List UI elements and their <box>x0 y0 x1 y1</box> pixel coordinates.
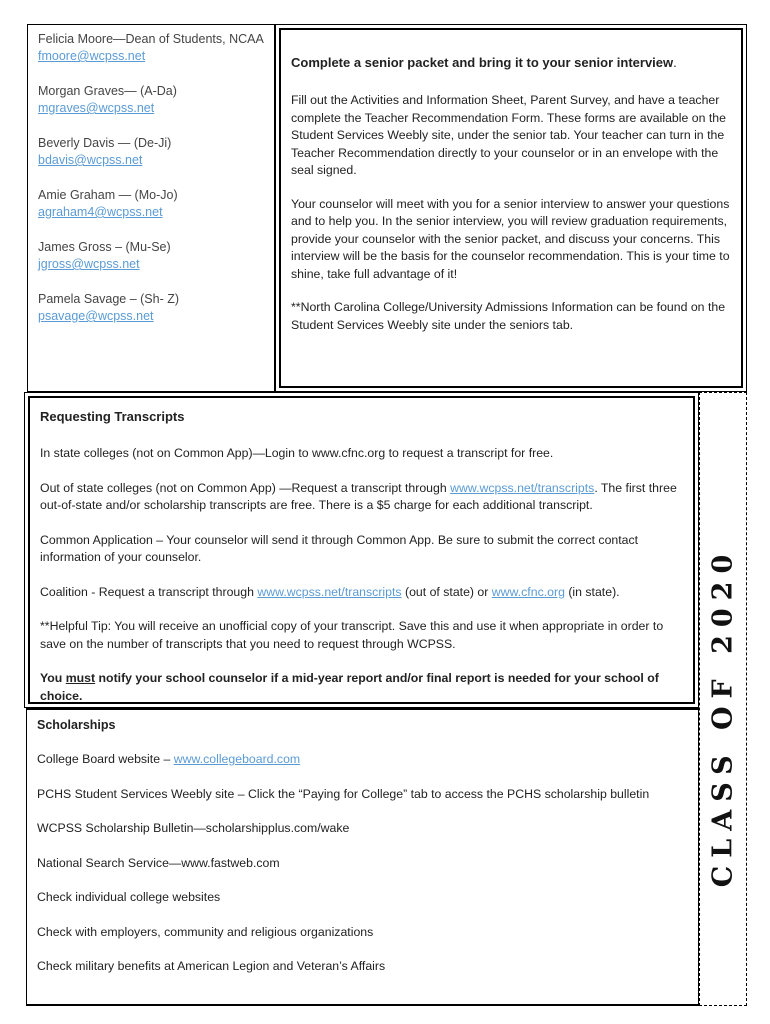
contact-name: Morgan Graves— (A-Da) <box>38 84 177 98</box>
coalition-transcripts-link[interactable]: www.wcpss.net/transcripts <box>257 584 402 599</box>
contact-entry <box>38 31 264 65</box>
coalition-text-mid: (out of state) or <box>401 584 492 599</box>
coalition-paragraph <box>40 584 683 602</box>
contact-email-link[interactable]: agraham4@wcpss.net <box>38 205 163 219</box>
contact-name: James Gross – (Mu-Se) <box>38 240 171 254</box>
senior-packet-heading-text: Complete a senior packet and bring it to your senior interview <box>291 55 674 70</box>
senior-packet-inner <box>279 28 743 388</box>
scholarship-item: PCHS Student Services Weebly site – Click the “Paying for College” tab to access the PCHS scholarship bulletin <box>37 786 650 801</box>
scholarship-item: Check individual college websites <box>37 890 221 904</box>
helpful-tip-paragraph: **Helpful Tip: You will receive an unofficial copy of your transcript. Save this and use it when appropriate in order to save on the number of transcripts that you need to request through WCPSS. <box>40 619 664 651</box>
transcripts-panel <box>24 392 699 708</box>
college-board-text: College Board website – <box>37 752 174 766</box>
collegeboard-link[interactable]: www.collegeboard.com <box>173 752 301 766</box>
scholarship-item: Check military benefits at American Legion and Veteran’s Affairs <box>37 959 386 973</box>
scholarships-heading: Scholarships <box>37 718 116 732</box>
transcripts-inner <box>28 396 695 704</box>
class-of-label: CLASS OF 2020 <box>707 547 739 888</box>
senior-packet-admissions-paragraph: **North Carolina College/University Admissions Information can be found on the Student Services Weebly site under the seniors tab. <box>291 300 726 332</box>
contact-email-link[interactable]: mgraves@wcpss.net <box>38 101 155 115</box>
contact-entry <box>38 239 264 273</box>
in-state-paragraph: In state colleges (not on Common App)—Login to www.cfnc.org to request a transcript for free. <box>40 446 554 460</box>
class-of-sidebar <box>699 392 747 1006</box>
contact-email-link[interactable]: psavage@wcpss.net <box>38 309 154 323</box>
counselor-contacts-panel <box>27 24 275 392</box>
contact-email-link[interactable]: jgross@wcpss.net <box>38 257 140 271</box>
scholarship-item: National Search Service—www.fastweb.com <box>37 855 280 870</box>
contact-name: Pamela Savage – (Sh- Z) <box>38 292 180 306</box>
senior-packet-heading <box>291 54 731 72</box>
notice-must: must <box>65 671 96 685</box>
scholarship-item: Check with employers, community and religious organizations <box>37 924 374 939</box>
contact-name: Felicia Moore—Dean of Students, NCAA <box>38 32 264 46</box>
senior-packet-panel <box>275 24 747 392</box>
contact-email-link[interactable]: bdavis@wcpss.net <box>38 153 143 167</box>
contact-entry <box>38 187 264 221</box>
contact-email-link[interactable]: fmoore@wcpss.net <box>38 49 146 63</box>
contact-name: Beverly Davis — (De-Ji) <box>38 136 172 150</box>
out-of-state-text: Out of state colleges (not on Common App) —Request a transcript through <box>40 480 451 495</box>
senior-packet-forms-paragraph: Fill out the Activities and Information Sheet, Parent Survey, and have a teacher complete the Teacher Recommendation Form. These forms are available on the Student Services Weebly site, under the senior tab. Your teacher can turn in the Teacher Recommendation directly to your counselor or in an envelope with the seal signed. <box>291 93 726 177</box>
transcripts-link[interactable]: www.wcpss.net/transcripts <box>450 480 595 495</box>
common-app-paragraph: Common Application – Your counselor will send it through Common App. Be sure to submit the correct contact information of your counselor. <box>40 532 639 564</box>
scholarships-panel <box>26 708 699 1006</box>
notice-text-end: notify your school counselor if a mid-year report and/or final report is needed for your school of choice. <box>40 671 659 703</box>
senior-packet-heading-period: . <box>673 55 677 70</box>
coalition-text: Coalition - Request a transcript through <box>40 584 258 599</box>
contact-entry <box>38 135 264 169</box>
contact-entry <box>38 291 264 325</box>
notice-text: You <box>40 671 66 685</box>
out-of-state-paragraph <box>40 480 683 515</box>
scholarship-item <box>37 751 688 768</box>
counselor-notice-paragraph <box>40 670 683 705</box>
scholarship-item: WCPSS Scholarship Bulletin—scholarshipplus.com/wake <box>37 821 350 835</box>
senior-packet-interview-paragraph: Your counselor will meet with you for a senior interview to answer your questions and to help you. In the senior interview, you will review graduation requirements, provide your counselor with the senior packet, and discuss your concerns. This interview will be the basis for the counselor recommendation. This is your time to shine, take full advantage of it! <box>291 196 730 281</box>
coalition-text-end: (in state). <box>564 584 620 599</box>
out-of-state-text-end: . The first three out-of-state and/or scholarship transcripts are free. There is a $5 charge for each additional transcript. <box>40 480 677 512</box>
cfnc-link[interactable]: www.cfnc.org <box>491 584 565 599</box>
contact-entry <box>38 83 264 117</box>
contact-name: Amie Graham — (Mo-Jo) <box>38 188 178 202</box>
transcripts-heading: Requesting Transcripts <box>40 409 185 424</box>
